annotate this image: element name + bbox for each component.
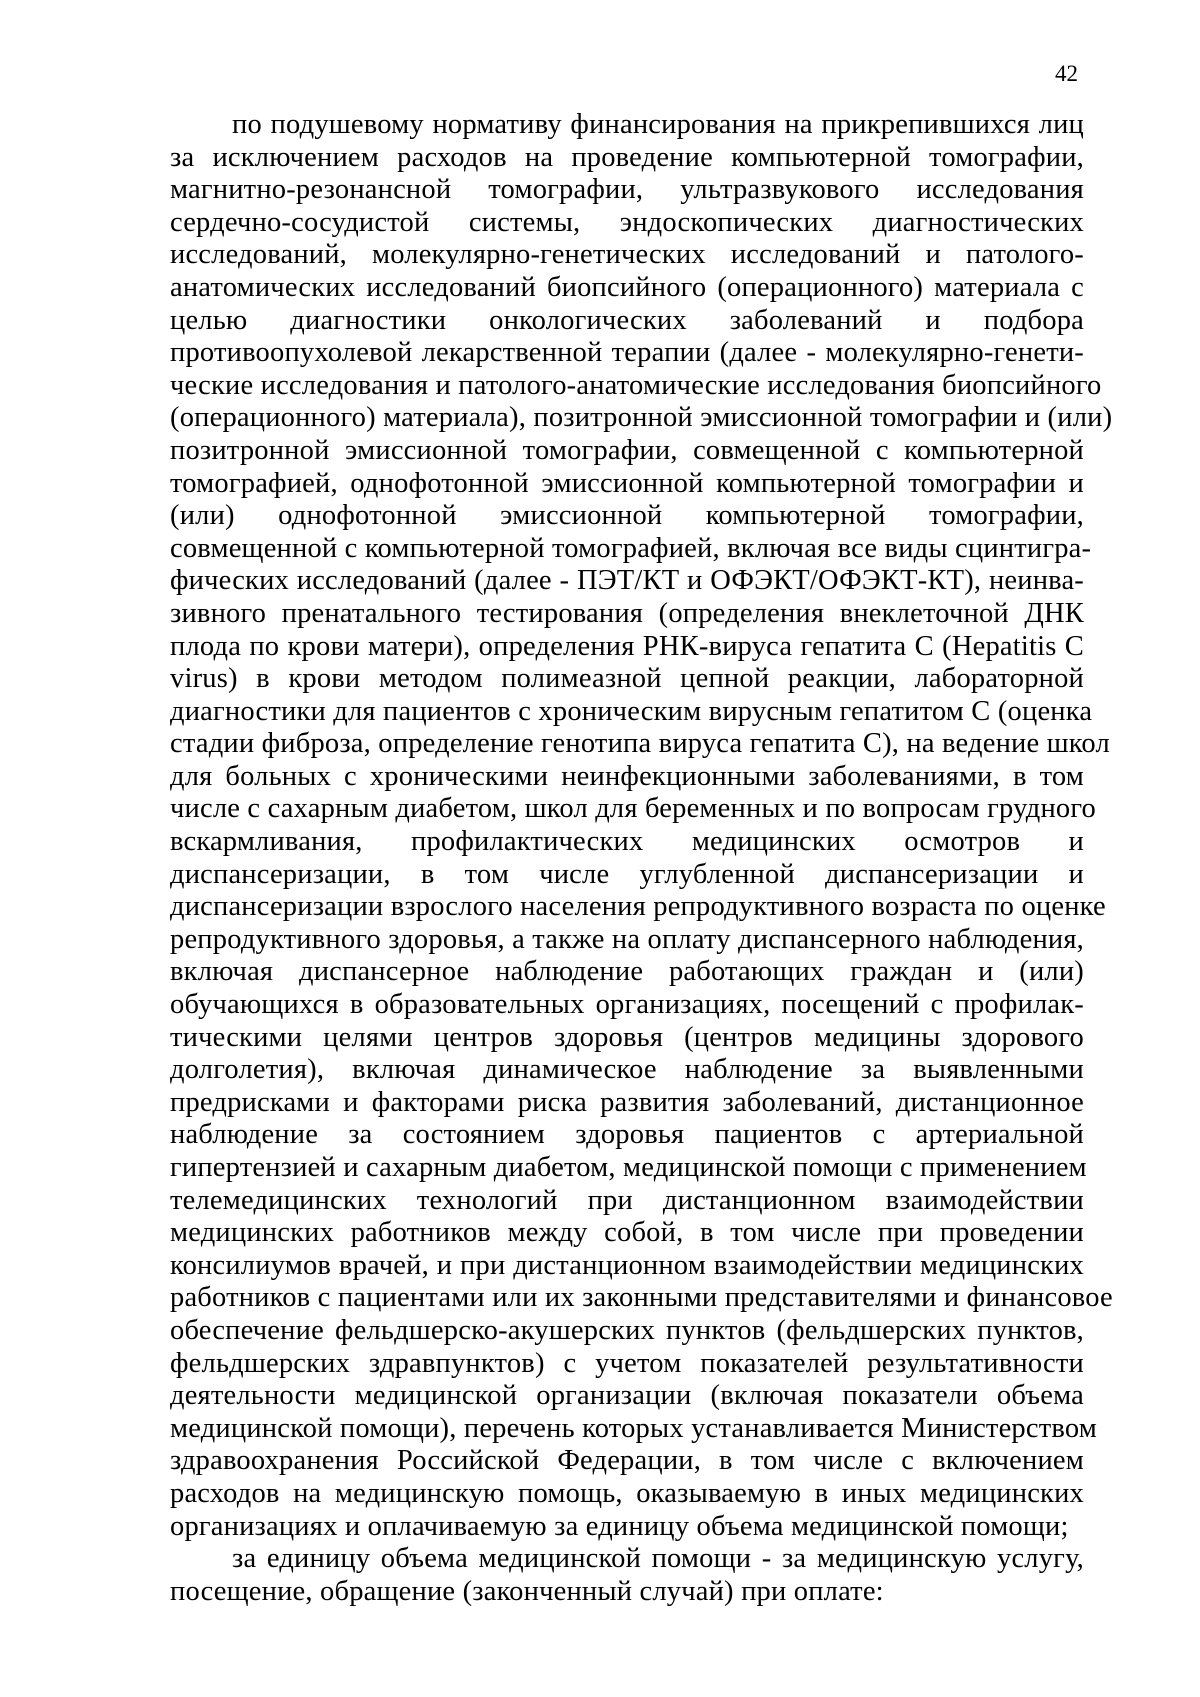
text-line: по подушевому нормативу финансирования на прикрепившихся лиц (232, 109, 1084, 140)
text-line: за исключением расходов на проведение компьютерной томографии, (170, 141, 1084, 173)
text-line: гипертензией и сахарным диабетом, медицинской помощи с применением (170, 1152, 1087, 1183)
text-line: диспансеризации взрослого населения репродуктивного возраста по оценке (170, 891, 1106, 923)
text-line: для больных с хроническими неинфекционными заболеваниями, в том (170, 760, 1084, 792)
text-line: ческие исследования и патолого-анатомические исследования биопсийного (170, 369, 1102, 401)
text-line: исследований, молекулярно-генетических исследований и патолого- (170, 239, 1084, 271)
text-line: включая диспансерное наблюдение работающих граждан и (или) (170, 956, 1084, 988)
body-text (170, 109, 1113, 1608)
text-line: позитронной эмиссионной томографии, совмещенной с компьютерной (170, 434, 1084, 466)
text-line: анатомических исследований биопсийного (операционного) материала с (170, 271, 1084, 303)
text-line: долголетия), включая динамическое наблюдение за выявленными (170, 1054, 1084, 1086)
text-line: деятельности медицинской организации (включая показатели объема (170, 1380, 1084, 1412)
text-line: (операционного) материала), позитронной эмиссионной томографии и (или) (170, 402, 1113, 434)
text-line: обеспечение фельдшерско-акушерских пунктов (фельдшерских пунктов, (170, 1314, 1084, 1346)
text-line: за единицу объема медицинской помощи - за медицинскую услугу, (232, 1543, 1084, 1575)
text-line: (или) однофотонной эмиссионной компьютерной томографии, (170, 500, 1084, 532)
text-line: магнитно-резонансной томографии, ультразвукового исследования (170, 174, 1084, 206)
text-line: репродуктивного здоровья, а также на оплату диспансерного наблюдения, (170, 923, 1084, 955)
text-line: наблюдение за состоянием здоровья пациентов с артериальной (170, 1119, 1084, 1151)
text-line: томографией, однофотонной эмиссионной компьютерной томографии и (170, 467, 1084, 499)
text-line: противоопухолевой лекарственной терапии (далее - молекулярно-генети- (170, 337, 1084, 369)
text-line: зивного пренатального тестирования (определения внеклеточной ДНК (170, 597, 1084, 629)
text-line: обучающихся в образовательных организациях, посещений с профилак- (170, 989, 1084, 1021)
text-line: телемедицинских технологий при дистанционном взаимодействии (170, 1184, 1084, 1216)
text-line: диспансеризации, в том числе углубленной диспансеризации и (170, 858, 1084, 890)
text-line: фельдшерских здравпунктов) с учетом показателей результативности (170, 1347, 1084, 1379)
text-line: работников с пациентами или их законными представителями и финансовое (170, 1282, 1113, 1314)
paragraph-2 (170, 1543, 1084, 1608)
text-line: стадии фиброза, определение генотипа вируса гепатита C), на ведение школ (170, 728, 1110, 760)
text-line: медицинской помощи), перечень которых устанавливается Министерством (170, 1412, 1097, 1444)
text-line: фических исследований (далее - ПЭТ/КТ и ОФЭКТ/ОФЭКТ-КТ), неинва- (170, 565, 1084, 597)
text-line: сердечно-сосудистой системы, эндоскопических диагностических (170, 206, 1084, 238)
text-line: virus) в крови методом полимеазной цепной реакции, лабораторной (170, 663, 1084, 695)
text-line: организациях и оплачиваемую за единицу объема медицинской помощи; (170, 1510, 1069, 1542)
text-line: плода по крови матери), определения РНК-вируса гепатита C (Hepatitis C (170, 630, 1084, 662)
text-line: совмещенной с компьютерной томографией, включая все виды сцинтигра- (170, 532, 1092, 564)
text-line: здравоохранения Российской Федерации, в том числе с включением (170, 1445, 1084, 1477)
paragraph-1 (170, 109, 1113, 1543)
text-line: целью диагностики онкологических заболеваний и подбора (170, 304, 1084, 336)
text-line: вскармливания, профилактических медицинских осмотров и (170, 826, 1084, 858)
text-line: предрисками и факторами риска развития заболеваний, дистанционное (170, 1086, 1084, 1118)
text-line: тическими целями центров здоровья (центров медицины здорового (170, 1021, 1084, 1053)
text-line: числе с сахарным диабетом, школ для беременных и по вопросам грудного (170, 793, 1096, 825)
text-line: консилиумов врачей, и при дистанционном взаимодействии медицинских (170, 1249, 1084, 1281)
text-line: посещение, обращение (законченный случай) при оплате: (170, 1575, 884, 1607)
text-line: медицинских работников между собой, в том числе при проведении (170, 1217, 1084, 1249)
text-line: расходов на медицинскую помощь, оказываемую в иных медицинских (170, 1477, 1084, 1509)
text-line: диагностики для пациентов с хроническим вирусным гепатитом C (оценка (170, 695, 1093, 727)
page-number: 42 (1055, 61, 1078, 86)
